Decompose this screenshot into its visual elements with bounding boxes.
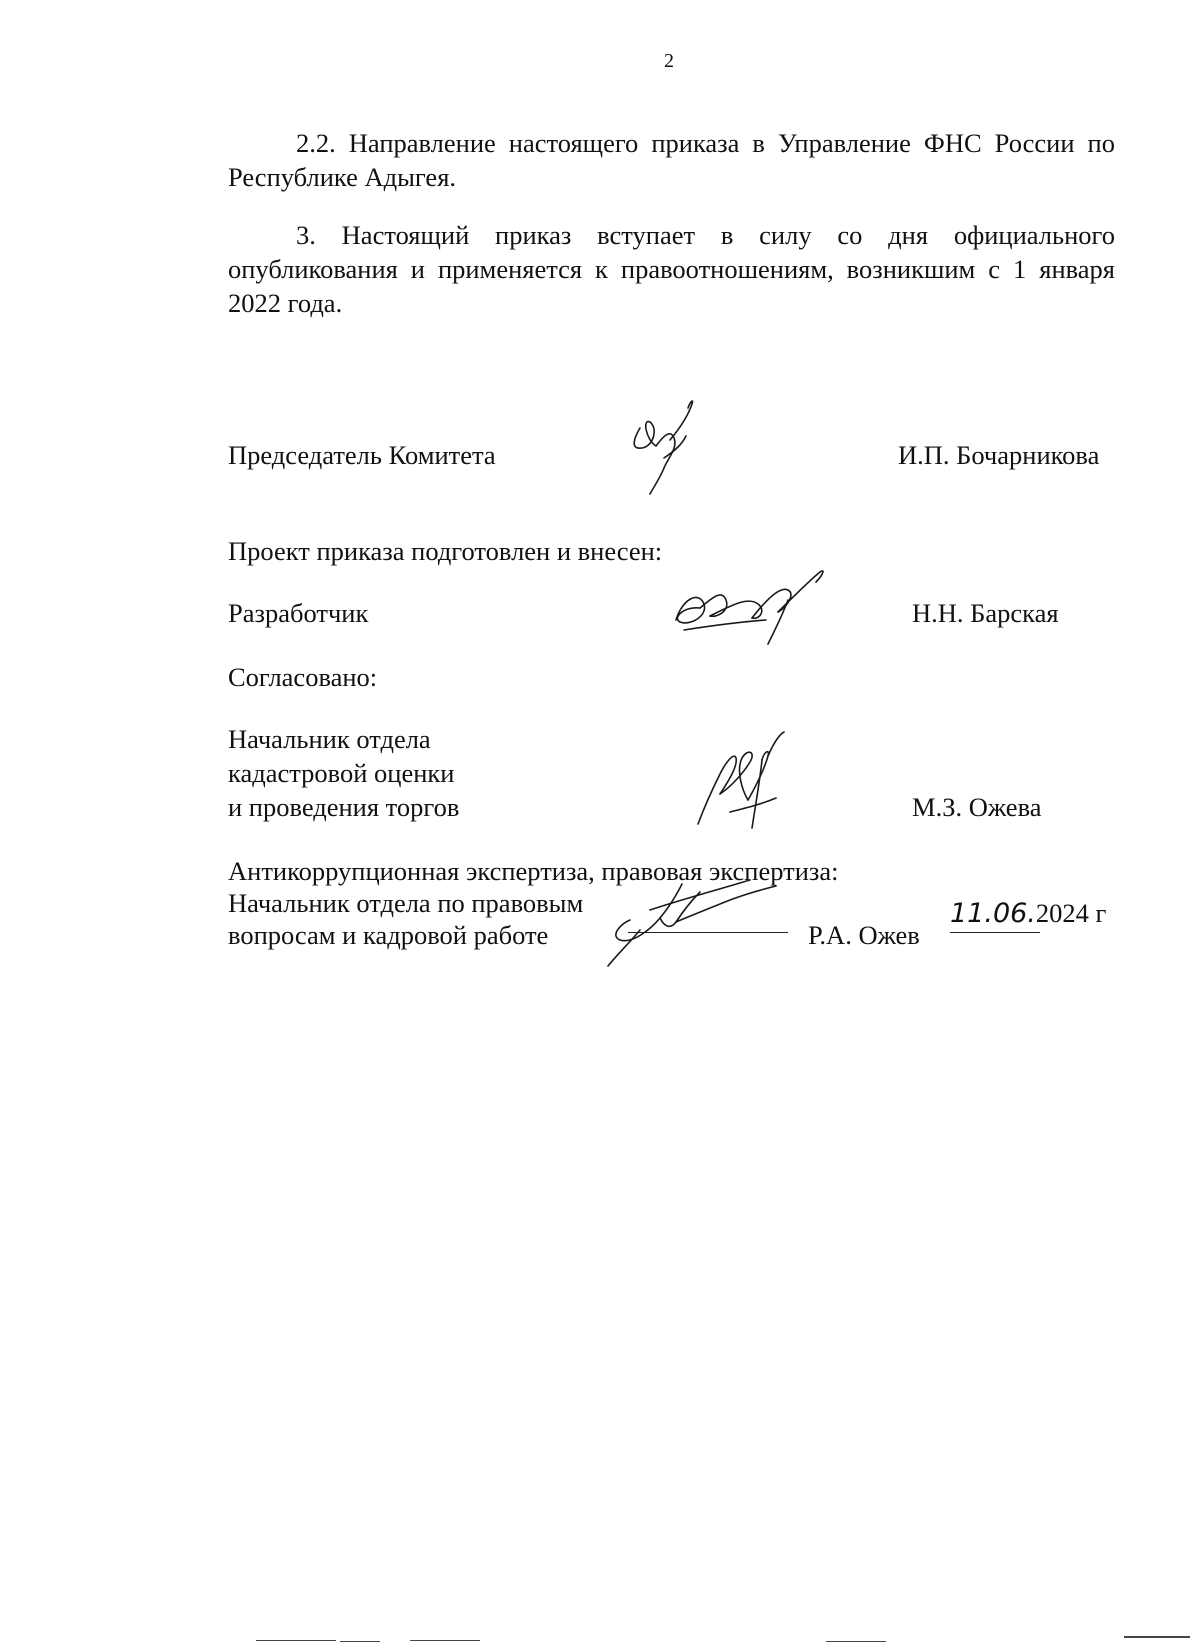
scan-mark <box>826 1641 886 1642</box>
paragraph-2-2: 2.2. Направление настоящего приказа в Управление ФНС России по Республике Адыгея. <box>228 128 1115 192</box>
agreed-label: Согласовано: <box>228 662 378 692</box>
chairman-title: Председатель Комитета <box>228 440 496 470</box>
developer-name: Н.Н. Барская <box>912 598 1059 628</box>
developer-title: Разработчик <box>228 598 369 628</box>
prepared-note: Проект приказа подготовлен и внесен: <box>228 536 663 566</box>
expertise-title-line-2: вопросам и кадровой работе <box>228 920 549 950</box>
head-cadastral-title-line-2: кадастровой оценки <box>228 758 455 788</box>
chairman-name: И.П. Бочарникова <box>898 440 1100 470</box>
expertise-name: Р.А. Ожев <box>808 920 920 950</box>
scan-mark <box>340 1641 380 1642</box>
head-cadastral-title-line-1: Начальник отдела <box>228 724 431 754</box>
developer-signature <box>670 560 840 650</box>
signing-date <box>950 898 1106 929</box>
chairman-signature <box>620 398 710 498</box>
paragraph-3: 3. Настоящий приказ вступает в силу со дня официального опубликования и применяется к правоотношениям, возникшим с 1 января 2022 года. <box>228 220 1115 318</box>
scan-mark <box>256 1640 336 1641</box>
expertise-title-line-1: Начальник отдела по правовым <box>228 888 584 918</box>
scan-mark <box>1124 1636 1190 1638</box>
page-number: 2 <box>664 50 674 72</box>
expertise-signature <box>600 870 800 970</box>
handwritten-date: 11.06. <box>950 898 1036 929</box>
head-cadastral-title-line-3: и проведения торгов <box>228 792 460 822</box>
scan-mark <box>410 1640 480 1641</box>
date-year: 2024 г <box>1035 898 1107 928</box>
head-cadastral-name: М.З. Ожева <box>912 792 1042 822</box>
expertise-heading: Антикоррупционная экспертиза, правовая экспертиза: <box>228 856 839 886</box>
date-underline <box>950 932 1040 933</box>
head-cadastral-signature <box>690 728 800 838</box>
